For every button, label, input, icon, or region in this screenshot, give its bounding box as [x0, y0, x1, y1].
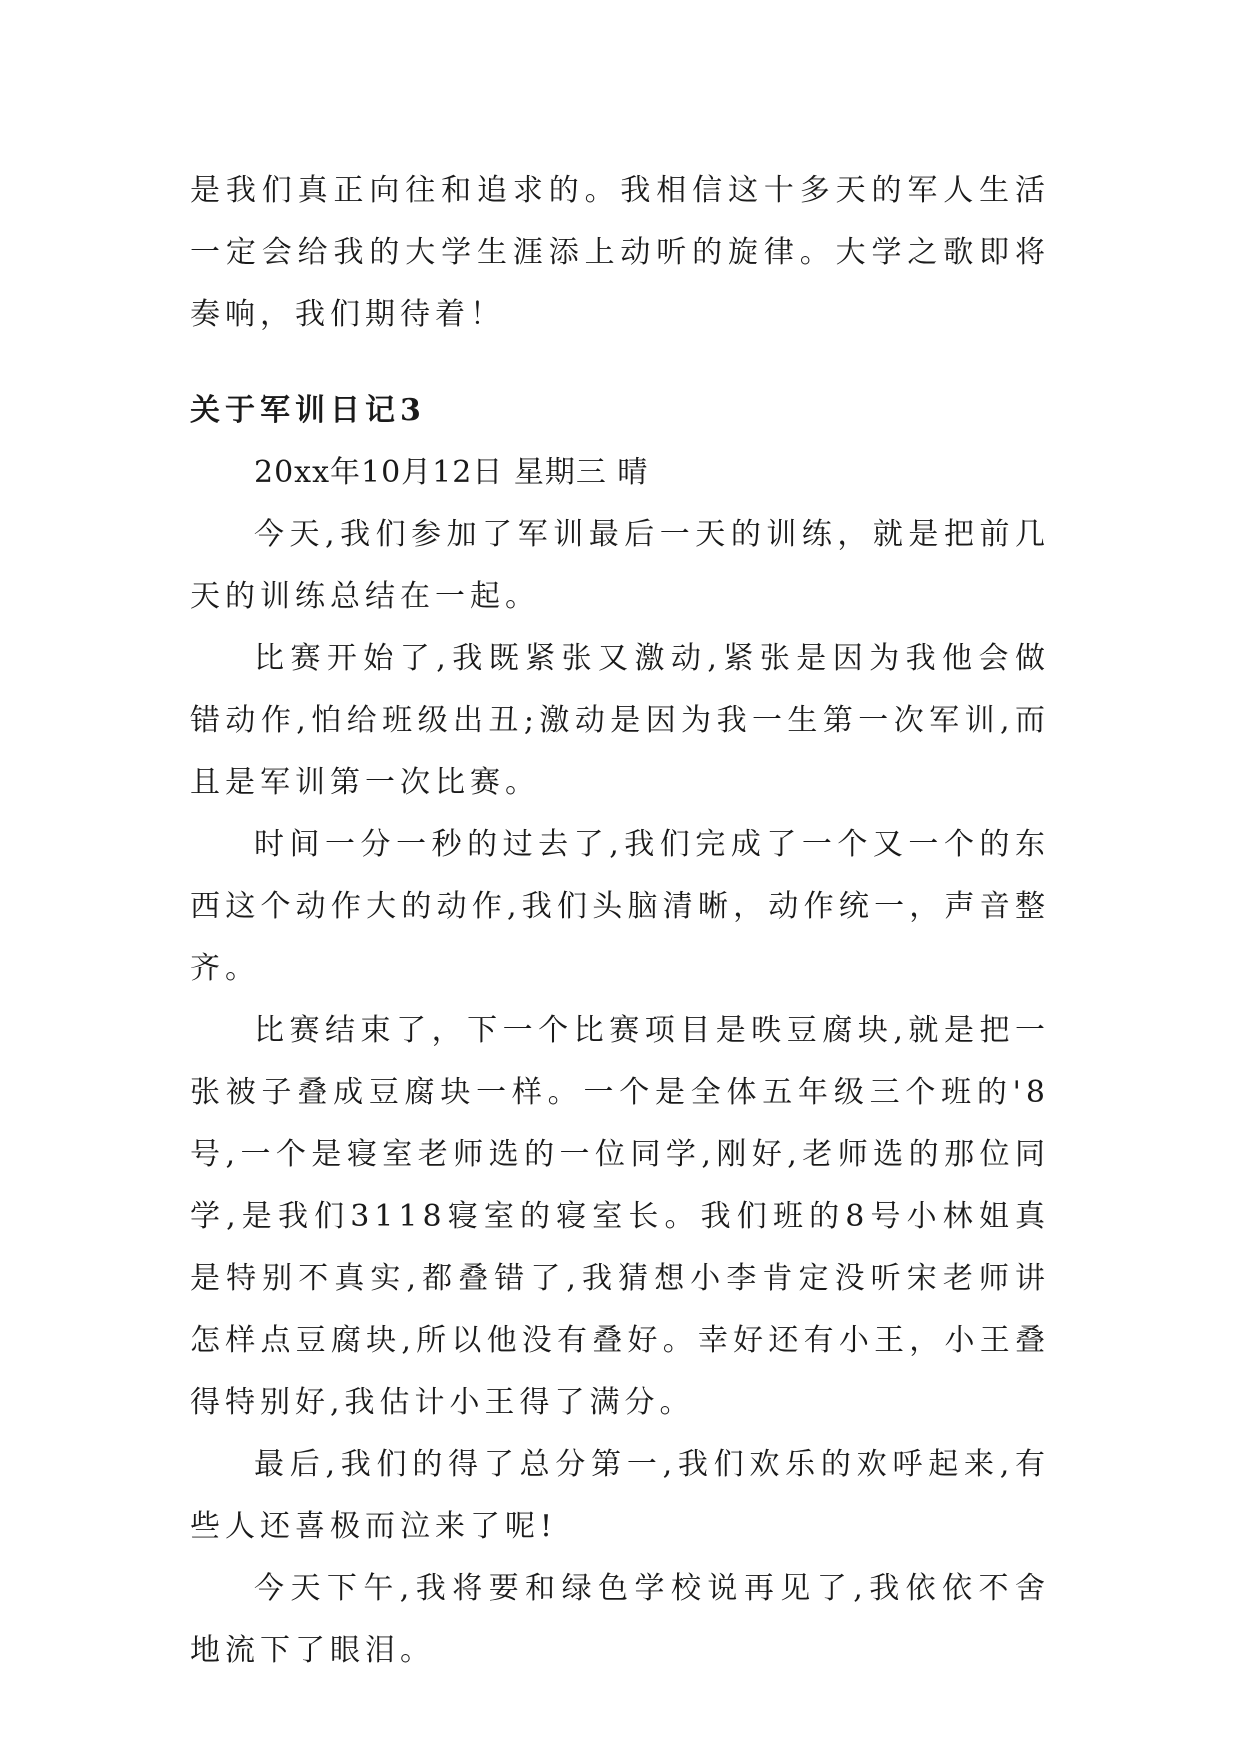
body-paragraph: 比赛开始了,我既紧张又激动,紧张是因为我他会做错动作,怕给班级出丑;激动是因为我一生第一次军训,而且是军训第一次比赛。: [190, 641, 1050, 800]
continuation-paragraph: 是我们真正向往和追求的。我相信这十多天的军人生活一定会给我的大学生涯添上动听的旋律。大学之歌即将奏响，我们期待着！: [190, 173, 1050, 332]
body-paragraph: 时间一分一秒的过去了,我们完成了一个又一个的东西这个动作大的动作,我们头脑清晰，动作统一，声音整齐。: [190, 827, 1050, 986]
body-paragraph: 今天,我们参加了军训最后一天的训练，就是把前几天的训练总结在一起。: [190, 517, 1050, 614]
body-paragraph: 最后,我们的得了总分第一,我们欢乐的欢呼起来,有些人还喜极而泣来了呢!: [190, 1447, 1050, 1544]
body-paragraph: 今天下午,我将要和绿色学校说再见了,我依依不舍地流下了眼泪。: [190, 1571, 1050, 1668]
document-page: [190, 160, 1050, 1682]
body-paragraph: 比赛结束了，下一个比赛项目是昳豆腐块,就是把一张被子叠成豆腐块一样。一个是全体五年级三个班的'8号,一个是寝室老师选的一位同学,刚好,老师选的那位同学,是我们3118寝室的寝室长。我们班的8号小林姐真是特别不真实,都叠错了,我猜想小李肯定没听宋老师讲怎样点豆腐块,所以他没有叠好。幸好还有小王，小王叠得特别好,我估计小王得了满分。: [190, 1013, 1050, 1420]
diary-heading: 关于军训日记3: [190, 393, 426, 428]
diary-date-line: 20xx年10月12日 星期三 晴: [254, 455, 649, 490]
